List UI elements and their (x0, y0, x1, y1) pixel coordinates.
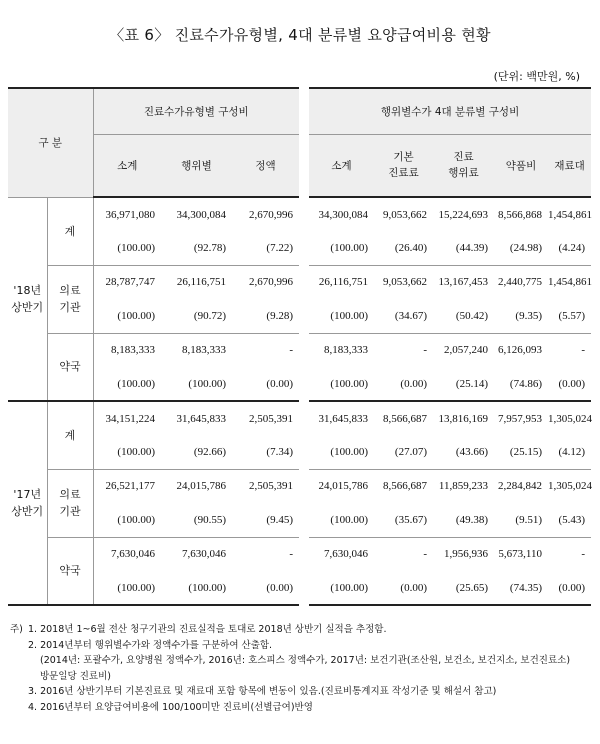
value-cell: 24,015,786 (318, 480, 368, 493)
header-g1-col: 소계 (93, 134, 161, 197)
column-gap (299, 537, 309, 605)
note-mark: 주) (10, 624, 23, 635)
percent-cell: (7.22) (232, 231, 299, 265)
percent-cell: (4.12) (548, 435, 591, 469)
percent-cell: (44.39) (433, 231, 494, 265)
value-cell: 2,670,996 (249, 208, 293, 221)
percent-cell: (4.24) (548, 231, 591, 265)
note-text: (2014년: 포괄수가, 요양병원 정액수가, 2016년: 호스피스 정액수가, 2017년: 보건기관(조산원, 보건소, 보건지소, 보건진료소) (40, 655, 571, 666)
percent-cell: (9.35) (494, 299, 548, 333)
note-line (10, 653, 595, 669)
percent-cell: (92.66) (161, 435, 232, 469)
table-body (8, 197, 591, 605)
note-line (10, 622, 595, 638)
value-cell: 26,521,177 (93, 469, 161, 503)
value-cell: 2,284,842 (498, 480, 542, 493)
percent-cell: (100.00) (161, 367, 232, 401)
value-cell: 8,566,868 (498, 208, 542, 221)
percent-cell: (100.00) (309, 299, 374, 333)
value-cell: 7,630,046 (324, 548, 368, 561)
value-cell: 8,566,687 (383, 480, 427, 493)
note-text: 1. 2018년 1~6월 전산 청구기관의 진료실적을 토대로 2018년 상반기 실적을 추정함. (28, 624, 387, 635)
value-cell: - (289, 548, 293, 561)
note-line (10, 684, 595, 700)
percent-cell: (100.00) (93, 367, 161, 401)
value-cell: 34,300,084 (176, 208, 226, 221)
header-row-label: 구 분 (8, 88, 93, 197)
header-g1-col: 행위별 (161, 134, 232, 197)
value-cell: 31,645,833 (318, 412, 368, 425)
percent-cell: (100.00) (161, 571, 232, 605)
row-type-label: 계 (47, 197, 93, 265)
percent-cell: (0.00) (548, 367, 591, 401)
row-type-label: 계 (47, 401, 93, 469)
value-cell: 28,787,747 (93, 265, 161, 299)
percent-cell: (9.45) (232, 503, 299, 537)
note-text: 방문일당 진료비) (40, 670, 111, 682)
table-title: 〈표 6〉 진료수가유형별, 4대 분류별 요양급여비용 현황 (109, 26, 491, 44)
percent-cell: (90.55) (161, 503, 232, 537)
percent-cell: (26.40) (374, 231, 433, 265)
value-cell: 7,957,953 (498, 412, 542, 425)
percent-cell: (100.00) (93, 503, 161, 537)
value-cell: 9,053,662 (383, 208, 427, 221)
value-cell: 1,454,861 (548, 208, 592, 221)
value-cell: 8,183,333 (93, 333, 161, 367)
percent-cell: (50.42) (433, 299, 494, 333)
percent-cell: (49.38) (433, 503, 494, 537)
header-g2-col: 진료 행위료 (433, 134, 494, 197)
value-cell: 36,971,080 (93, 197, 161, 231)
value-cell: 26,116,751 (176, 276, 226, 289)
value-cell: 7,630,046 (93, 537, 161, 571)
value-cell: - (423, 344, 427, 357)
value-cell: - (289, 344, 293, 357)
row-type-label: 약국 (47, 333, 93, 401)
value-cell: 5,673,110 (498, 548, 542, 561)
value-cell: 8,183,333 (324, 344, 368, 357)
value-cell: 2,505,391 (249, 480, 293, 493)
header-group-four-categories: 행위별수가 4대 분류별 구성비 (309, 88, 591, 134)
value-cell: 1,956,936 (444, 548, 488, 561)
note-text: 3. 2016년 상반기부터 기본진료료 및 재료대 포함 항목에 변동이 있음.(진료비통계지표 작성기준 및 해설서 참고) (28, 686, 497, 697)
percent-cell: (25.14) (433, 367, 494, 401)
percent-cell: (100.00) (309, 571, 374, 605)
header-g2-col: 재료대 (548, 134, 591, 197)
unit-label: (단위: 백만원, %) (493, 70, 580, 83)
percent-cell: (5.43) (548, 503, 591, 537)
value-cell: - (581, 344, 586, 357)
column-gap (299, 469, 309, 537)
value-cell: 15,224,693 (438, 208, 488, 221)
header-g2-col: 소계 (309, 134, 374, 197)
header-g2-col: 기본 진료료 (374, 134, 433, 197)
percent-cell: (43.66) (433, 435, 494, 469)
percent-cell: (92.78) (161, 231, 232, 265)
percent-cell: (100.00) (93, 435, 161, 469)
header-gap (299, 88, 309, 197)
value-cell: 11,859,233 (438, 480, 488, 493)
value-cell: 34,300,084 (318, 208, 368, 221)
percent-cell: (27.07) (374, 435, 433, 469)
percent-cell: (100.00) (93, 571, 161, 605)
percent-cell: (7.34) (232, 435, 299, 469)
percent-cell: (34.67) (374, 299, 433, 333)
value-cell: 2,505,391 (249, 412, 293, 425)
percent-cell: (0.00) (232, 367, 299, 401)
header-g2-col: 약품비 (494, 134, 548, 197)
percent-cell: (0.00) (232, 571, 299, 605)
percent-cell: (100.00) (93, 231, 161, 265)
note-line (10, 638, 595, 654)
cost-table (8, 87, 591, 606)
percent-cell: (25.15) (494, 435, 548, 469)
value-cell: 1,305,024 (548, 480, 592, 493)
value-cell: 1,454,861 (548, 276, 592, 289)
note-text: 2. 2014년부터 행위별수가와 정액수가를 구분하여 산출함. (28, 639, 273, 651)
row-type-label: 의료 기관 (47, 469, 93, 537)
percent-cell: (100.00) (309, 367, 374, 401)
value-cell: 2,057,240 (444, 344, 488, 357)
value-cell: 9,053,662 (383, 276, 427, 289)
value-cell: 2,670,996 (249, 276, 293, 289)
percent-cell: (9.51) (494, 503, 548, 537)
percent-cell: (100.00) (93, 299, 161, 333)
value-cell: 26,116,751 (318, 276, 368, 289)
percent-cell: (90.72) (161, 299, 232, 333)
percent-cell: (0.00) (374, 571, 433, 605)
value-cell: 13,167,453 (438, 276, 488, 289)
column-gap (299, 333, 309, 401)
percent-cell: (5.57) (548, 299, 591, 333)
row-type-label: 의료 기관 (47, 265, 93, 333)
value-cell: 7,630,046 (182, 548, 226, 561)
note-line (10, 700, 595, 716)
percent-cell: (35.67) (374, 503, 433, 537)
value-cell: 34,151,224 (93, 401, 161, 435)
header-g1-col: 정액 (232, 134, 299, 197)
percent-cell: (24.98) (494, 231, 548, 265)
percent-cell: (74.35) (494, 571, 548, 605)
column-gap (299, 265, 309, 333)
note-line (10, 669, 595, 685)
value-cell: 1,305,024 (548, 412, 592, 425)
value-cell: 2,440,775 (498, 276, 542, 289)
percent-cell: (0.00) (374, 367, 433, 401)
period-label: '17년 상반기 (8, 401, 47, 605)
column-gap (299, 401, 309, 469)
column-gap (299, 197, 309, 265)
percent-cell: (100.00) (309, 231, 374, 265)
value-cell: 31,645,833 (176, 412, 226, 425)
value-cell: - (423, 548, 427, 561)
value-cell: 8,566,687 (383, 412, 427, 425)
value-cell: 13,816,169 (438, 412, 488, 425)
percent-cell: (9.28) (232, 299, 299, 333)
row-type-label: 약국 (47, 537, 93, 605)
header-group-payment-type: 진료수가유형별 구성비 (93, 88, 299, 134)
percent-cell: (100.00) (309, 503, 374, 537)
value-cell: - (581, 548, 586, 561)
value-cell: 6,126,093 (498, 344, 542, 357)
footnotes (10, 622, 595, 715)
value-cell: 24,015,786 (176, 480, 226, 493)
percent-cell: (74.86) (494, 367, 548, 401)
percent-cell: (0.00) (548, 571, 591, 605)
percent-cell: (25.65) (433, 571, 494, 605)
note-text: 4. 2016년부터 요양급여비용에 100/100미만 진료비(선별급여)반영 (28, 701, 313, 713)
period-label: '18년 상반기 (8, 197, 47, 401)
percent-cell: (100.00) (309, 435, 374, 469)
value-cell: 8,183,333 (182, 344, 226, 357)
